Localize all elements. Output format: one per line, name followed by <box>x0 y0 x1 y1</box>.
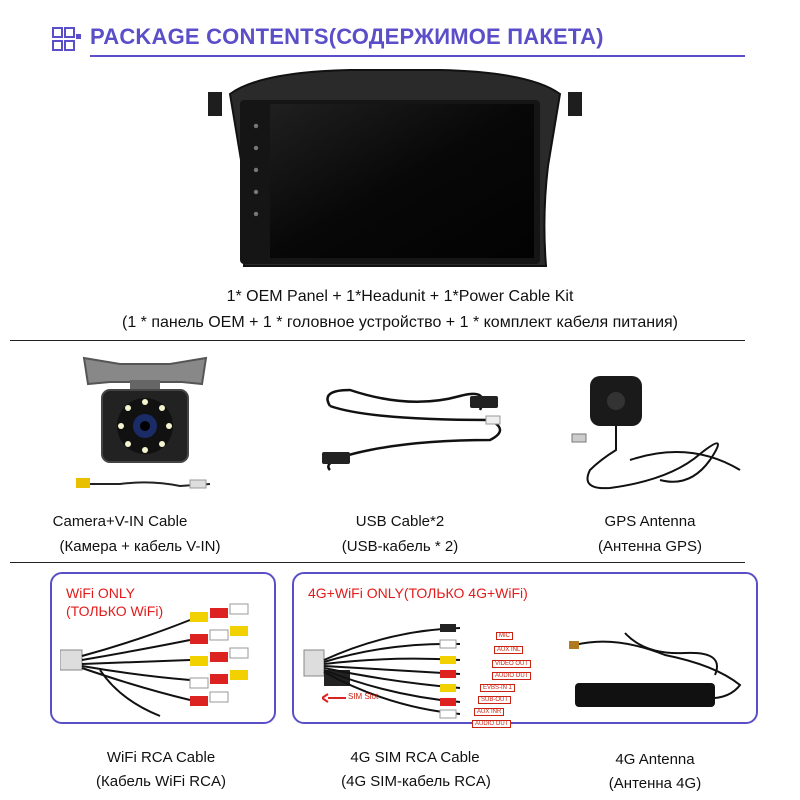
divider-2 <box>10 562 745 563</box>
gps-antenna-image <box>570 370 750 500</box>
header-underline <box>90 55 745 57</box>
divider-1 <box>10 340 745 341</box>
cable-label-audio-out-2: AUDIO OUT <box>472 720 511 728</box>
g4-rca-caption-ru: (4G SIM-кабель RCA) <box>341 773 491 790</box>
main-caption-ru: (1 * панель OEM + 1 * головное устройство + 1 * комплект кабеля питания) <box>121 314 678 331</box>
usb-cable-image <box>310 380 510 480</box>
headunit-image <box>200 66 590 281</box>
cable-label-evbs-in: EVBS-IN 1 <box>480 684 515 692</box>
wifi-only-label-ru: (ТОЛЬКО WiFi) <box>66 603 164 619</box>
wifi-rca-caption-ru: (Кабель WiFi RCA) <box>96 773 226 790</box>
wifi-rca-caption-en: WiFi RCA Cable <box>106 749 216 766</box>
wifi-rca-cable-image <box>60 600 260 720</box>
camera-image <box>70 350 220 500</box>
usb-caption-ru: (USB-кабель * 2) <box>341 538 459 555</box>
cable-label-video-out: VIDEO OUT <box>492 660 531 668</box>
cable-label-mic: MIC <box>496 632 513 640</box>
camera-caption-en: Camera+V-IN Cable <box>52 513 188 530</box>
sim-slot-arrow <box>322 690 346 700</box>
g4-rca-caption-en: 4G SIM RCA Cable <box>350 749 480 766</box>
g4-wifi-label: 4G+WiFi ONLY(ТОЛЬКО 4G+WiFi) <box>308 585 528 601</box>
g4-antenna-caption-en: 4G Antenna <box>615 751 695 768</box>
g4-antenna-caption-ru: (Антенна 4G) <box>608 775 702 792</box>
puzzle-grid-icon <box>52 27 82 53</box>
cable-label-sub-out: SUB-OUT <box>478 696 511 704</box>
g4-antenna-image <box>565 625 745 715</box>
sim-slot-label: SIM Slot <box>348 692 379 701</box>
usb-caption-en: USB Cable*2 <box>355 513 445 530</box>
page-title: PACKAGE CONTENTS(СОДЕРЖИМОЕ ПАКЕТА) <box>90 24 604 49</box>
cable-label-aux-inl: AUX INL <box>494 646 523 654</box>
wifi-only-label: WiFi ONLY <box>66 585 135 601</box>
cable-label-aux-inr: AUX INR <box>474 708 504 716</box>
main-caption-en: 1* OEM Panel + 1*Headunit + 1*Power Cable Kit <box>226 288 574 305</box>
gps-caption-ru: (Антенна GPS) <box>597 538 703 555</box>
camera-caption-ru: (Камера + кабель V-IN) <box>59 538 221 555</box>
cable-label-audio-out: AUDIO OUT <box>492 672 531 680</box>
header-icon <box>52 27 82 53</box>
gps-caption-en: GPS Antenna <box>604 513 696 530</box>
